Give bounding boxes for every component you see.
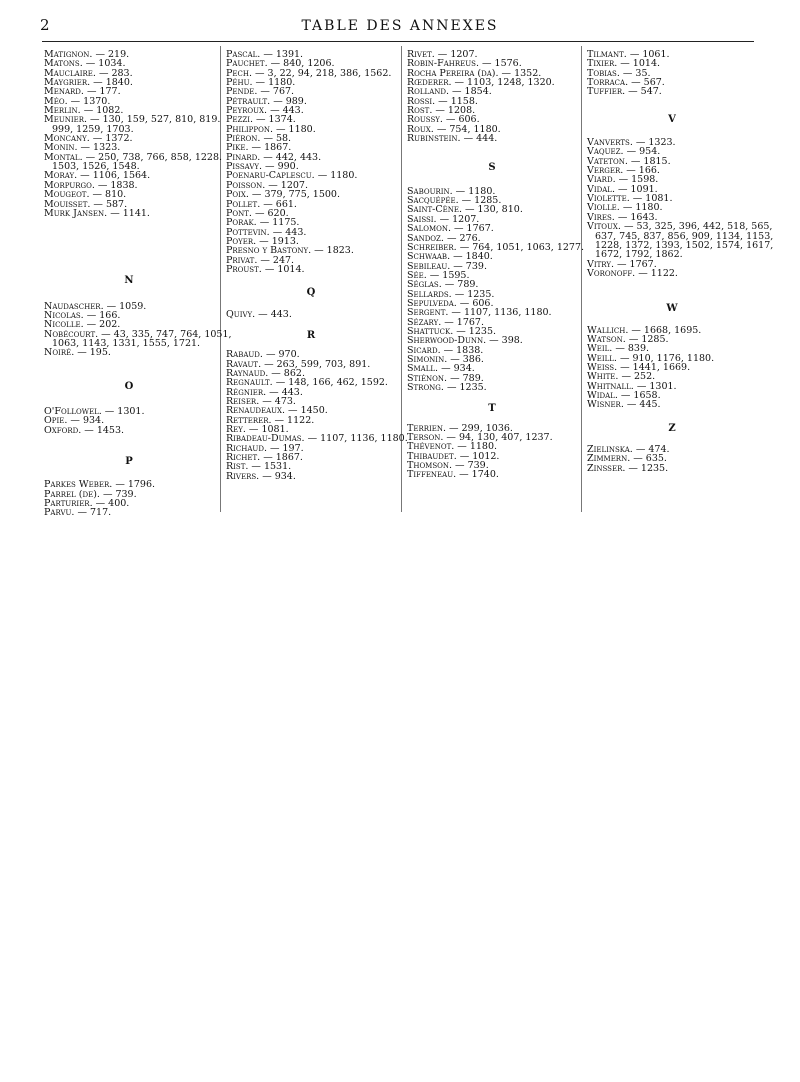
section-spacer bbox=[407, 143, 577, 163]
index-entry: Wallich. — 1668, 1695. bbox=[587, 324, 702, 336]
index-entry: Pissavy. — 990. bbox=[226, 161, 299, 173]
index-entry: Retterer. — 1122. bbox=[226, 414, 315, 426]
index-entry: Sandoz. — 276. bbox=[407, 232, 481, 244]
index-entry: Stiénon. — 789. bbox=[407, 372, 484, 384]
index-entry: Séglas. — 789. bbox=[407, 279, 479, 291]
index-entry: Regnault. — 148, 166, 462, 1592. bbox=[226, 377, 388, 389]
index-entry: Porak. — 1175. bbox=[226, 217, 300, 229]
index-entry: Mouisset. — 587. bbox=[44, 198, 128, 210]
section-letter: P bbox=[125, 455, 133, 467]
index-column-2 bbox=[226, 49, 408, 482]
index-entry: Vanverts. — 1323. bbox=[587, 137, 676, 149]
index-entry-continuation: 1503, 1526, 1548. bbox=[52, 161, 140, 173]
index-entry: Sherwood-Dunn. — 398. bbox=[407, 335, 523, 347]
index-entry: Sicard. — 1838. bbox=[407, 344, 484, 356]
index-entry: Vires. — 1643. bbox=[587, 211, 658, 223]
running-title: TABLE DES ANNEXES bbox=[301, 18, 499, 34]
index-entry-continuation: 1063, 1143, 1331, 1555, 1721. bbox=[52, 337, 201, 349]
index-entry: Moray. — 1106, 1564. bbox=[44, 170, 151, 182]
index-column-3 bbox=[407, 49, 585, 481]
section-letter: O bbox=[124, 380, 134, 392]
index-entry: Watson. — 1285. bbox=[587, 333, 669, 345]
index-entry: Pinard. — 442, 443. bbox=[226, 151, 322, 163]
section-spacer bbox=[587, 97, 757, 115]
index-entry: Quivy. — 443. bbox=[226, 308, 292, 320]
section-spacer bbox=[44, 218, 214, 276]
section-spacer bbox=[226, 274, 396, 288]
index-entry: Terson. — 94, 130, 407, 1237. bbox=[407, 432, 553, 444]
index-entry: Renaudeaux. — 1450. bbox=[226, 405, 328, 417]
index-entry-continuation: 999, 1259, 1703. bbox=[52, 123, 134, 135]
index-entry: Poix. — 379, 775, 1500. bbox=[226, 189, 340, 201]
index-entry: Saint-Cène. — 130, 810. bbox=[407, 204, 523, 216]
index-entry: Violle. — 1180. bbox=[587, 202, 663, 214]
index-entry: Morpurgo. — 1838. bbox=[44, 179, 138, 191]
index-entry: Zimmern. — 635. bbox=[587, 453, 667, 465]
index-entry: Privat. — 247. bbox=[226, 254, 295, 266]
index-entry: Sergent. — 1107, 1136, 1180. bbox=[407, 307, 552, 319]
index-entry: Vidal. — 1091. bbox=[587, 183, 658, 195]
section-letter: Q bbox=[306, 287, 316, 299]
index-entry: Nobécourt. — 43, 335, 747, 764, 1051, bbox=[44, 328, 232, 340]
index-entry: Torraca. — 567. bbox=[587, 77, 665, 89]
index-entry: Murk Jansen. — 1141. bbox=[44, 207, 150, 219]
index-entry: Rossi. — 1158. bbox=[407, 95, 478, 107]
index-entry: Sabourin. — 1180. bbox=[407, 185, 496, 197]
index-entry: Nicolas. — 166. bbox=[44, 309, 121, 321]
index-entry: Parturier. — 400. bbox=[44, 498, 130, 509]
index-entry: Raynaud. — 862. bbox=[226, 367, 305, 379]
index-entry: Poisson. — 1207. bbox=[226, 179, 308, 191]
index-entry: Rey. — 1081. bbox=[226, 424, 289, 436]
index-entry: Pétrault. — 989. bbox=[226, 95, 307, 107]
index-entry: Zielinska. — 474. bbox=[587, 444, 670, 455]
index-entry: Voronoff. — 1122. bbox=[587, 267, 678, 279]
index-entry: Reiser. — 473. bbox=[226, 396, 296, 407]
index-entry: Tilmant. — 1061. bbox=[587, 49, 670, 60]
index-entry: Widal. — 1658. bbox=[587, 389, 661, 401]
section-spacer bbox=[44, 286, 214, 302]
index-entry: Tixier. — 1014. bbox=[587, 58, 661, 70]
index-entry: Pottevin. — 443. bbox=[226, 226, 307, 238]
index-entry: Philippon. — 1180. bbox=[226, 123, 316, 135]
section-letter: W bbox=[666, 303, 678, 315]
section-spacer bbox=[44, 358, 214, 382]
index-entry-continuation: 637, 745, 837, 856, 909, 1134, 1153, bbox=[595, 230, 774, 242]
index-entry-continuation: 1228, 1372, 1393, 1502, 1574, 1617, bbox=[595, 239, 774, 251]
index-entry: Pende. — 767. bbox=[226, 86, 295, 98]
index-entry: Rabaud. — 970. bbox=[226, 349, 300, 361]
index-entry: Vateton. — 1815. bbox=[587, 155, 671, 167]
section-letter: T bbox=[488, 403, 496, 415]
index-entry: Sepulveda. — 606. bbox=[407, 297, 494, 309]
index-entry: O'Followel. — 1301. bbox=[44, 405, 145, 417]
index-entry: Robin-Fahreus. — 1576. bbox=[407, 58, 522, 70]
index-entry: Pollet. — 661. bbox=[226, 198, 297, 210]
section-spacer bbox=[587, 124, 757, 138]
index-entry: Nicolle. — 202. bbox=[44, 319, 121, 331]
index-entry: Parrel (de). — 739. bbox=[44, 488, 137, 500]
index-entry: Rubinstein. — 444. bbox=[407, 133, 498, 145]
index-entry: Rivers. — 934. bbox=[226, 470, 296, 482]
index-entry: Régnier. — 443. bbox=[226, 386, 303, 398]
index-entry: Weil. — 839. bbox=[587, 343, 650, 355]
index-entry: Pont. — 620. bbox=[226, 207, 289, 219]
index-entry: Richet. — 1867. bbox=[226, 452, 303, 464]
index-entry: Salomon. — 1767. bbox=[407, 223, 494, 235]
index-entry: Meunier. — 130, 159, 527, 810, 819. bbox=[44, 114, 221, 126]
index-entry: Pech. — 3, 22, 94, 218, 386, 1562. bbox=[226, 67, 392, 79]
index-column-4 bbox=[587, 49, 774, 474]
index-entry: Pezzi. — 1374. bbox=[226, 114, 296, 126]
section-spacer bbox=[44, 391, 214, 407]
section-letter: S bbox=[488, 162, 496, 174]
index-entry: Small. — 934. bbox=[407, 363, 475, 375]
index-entry: Violette. — 1081. bbox=[587, 193, 673, 205]
index-entry: Roux. — 754, 1180. bbox=[407, 123, 501, 135]
index-entry: Rivet. — 1207. bbox=[407, 49, 478, 60]
index-entry: Parvu. — 717. bbox=[44, 507, 112, 519]
index-entry: Vitoux. — 53, 325, 396, 442, 518, 565, bbox=[587, 221, 773, 233]
index-entry: Sézary. — 1767. bbox=[407, 316, 484, 328]
index-entry: Tiffeneau. — 1740. bbox=[407, 469, 499, 481]
index-entry: Weiss. — 1441, 1669. bbox=[587, 361, 691, 373]
index-entry: Roussy. — 606. bbox=[407, 114, 480, 126]
index-entry: Pascal. — 1391. bbox=[226, 49, 304, 60]
index-entry: Strong. — 1235. bbox=[407, 382, 487, 393]
index-entry: Pauchet. — 840, 1206. bbox=[226, 58, 335, 70]
index-entry: Rœderer. — 1103, 1248, 1320. bbox=[407, 77, 555, 89]
index-entry: Vaquez. — 954. bbox=[587, 146, 661, 158]
index-entry: Terrien. — 299, 1036. bbox=[407, 422, 513, 434]
index-entry: Shattuck. — 1235. bbox=[407, 325, 497, 337]
index-entry: Poyer. — 1913. bbox=[226, 235, 299, 247]
index-entry: Sebileau. — 739. bbox=[407, 260, 487, 272]
index-entry: Rist. — 1531. bbox=[226, 461, 292, 473]
index-entry: Matons. — 1034. bbox=[44, 58, 126, 70]
section-spacer bbox=[44, 435, 214, 457]
index-entry: Ravaut. — 263, 599, 703, 891. bbox=[226, 358, 371, 370]
index-entry: Tobias. — 35. bbox=[587, 67, 651, 79]
index-entry: Rocha Pereira (da). — 1352. bbox=[407, 67, 542, 79]
index-entry: Wisner. — 445. bbox=[587, 399, 661, 411]
index-entry: Menard. — 177. bbox=[44, 86, 121, 98]
index-entry: Maygrier. — 1840. bbox=[44, 77, 133, 89]
index-entry: Sellards. — 1235. bbox=[407, 288, 495, 300]
index-entry: Vitry. — 1767. bbox=[587, 258, 657, 270]
index-entry: White. — 252. bbox=[587, 371, 656, 383]
index-entry: Rost. — 1208. bbox=[407, 105, 476, 117]
index-entry: Méo. — 1370. bbox=[44, 95, 111, 107]
index-entry: Verger. — 166. bbox=[587, 165, 660, 177]
index-entry: Parkes Weber. — 1796. bbox=[44, 479, 156, 491]
index-entry: Simonin. — 386. bbox=[407, 353, 484, 365]
index-entry: Presno y Bastony. — 1823. bbox=[226, 245, 354, 257]
index-entry: Tuffier. — 547. bbox=[587, 86, 662, 98]
index-entry: Sée. — 1595. bbox=[407, 269, 470, 281]
index-entry: Oxford. — 1453. bbox=[44, 424, 125, 436]
index-entry-continuation: 1672, 1792, 1862. bbox=[595, 249, 683, 261]
section-spacer bbox=[587, 278, 757, 304]
index-entry: Thibaudet. — 1012. bbox=[407, 450, 500, 462]
section-spacer bbox=[407, 173, 577, 187]
index-entry: Opie. — 934. bbox=[44, 415, 105, 427]
page-number: 2 bbox=[40, 16, 50, 34]
index-column-1 bbox=[44, 49, 232, 519]
column-divider bbox=[581, 46, 582, 512]
index-entry: Saissi. — 1207. bbox=[407, 213, 480, 225]
index-entry: Mougeot. — 810. bbox=[44, 189, 127, 201]
section-letter: R bbox=[306, 329, 316, 341]
index-entry: Naudascher. — 1059. bbox=[44, 300, 147, 312]
section-letter: V bbox=[668, 113, 676, 125]
index-entry: Proust. — 1014. bbox=[226, 263, 305, 275]
index-entry: Weill. — 910, 1176, 1180. bbox=[587, 352, 715, 364]
index-entry: Thévenot. — 1180. bbox=[407, 441, 498, 453]
index-entry: Merlin. — 1082. bbox=[44, 105, 124, 117]
index-entry: Monin. — 1323. bbox=[44, 142, 121, 154]
index-entry: Rolland. — 1854. bbox=[407, 86, 492, 98]
index-entry: Piéron. — 58. bbox=[226, 133, 292, 145]
section-spacer bbox=[587, 410, 757, 424]
index-entry: Montal. — 250, 738, 766, 858, 1228. bbox=[44, 151, 223, 163]
index-entry: Schwaab. — 1840. bbox=[407, 251, 493, 263]
index-entry: Pike. — 1867. bbox=[226, 142, 292, 154]
index-entry: Zinsser. — 1235. bbox=[587, 462, 669, 474]
index-entry: Matignon. — 219. bbox=[44, 49, 130, 60]
header-rule bbox=[42, 41, 754, 42]
index-entry: Thomson. — 739. bbox=[407, 460, 489, 472]
section-letter: Z bbox=[668, 422, 676, 434]
section-letter: N bbox=[124, 275, 134, 287]
index-entry: Moncany. — 1372. bbox=[44, 133, 133, 145]
index-entry: Poenaru-Caplescu. — 1180. bbox=[226, 170, 358, 182]
section-spacer bbox=[44, 466, 214, 480]
index-entry: Schreiber. — 764, 1051, 1063, 1277. bbox=[407, 241, 585, 253]
index-entry: Richaud. — 197. bbox=[226, 442, 304, 454]
index-entry: Peyroux. — 443. bbox=[226, 105, 304, 117]
index-entry: Viard. — 1598. bbox=[587, 174, 659, 186]
index-entry: Noiré. — 195. bbox=[44, 347, 111, 359]
index-entry: Mauclaire. — 283. bbox=[44, 67, 133, 79]
index-entry: Sacquépée. — 1285. bbox=[407, 195, 502, 207]
index-entry: Whitnall. — 1301. bbox=[587, 380, 677, 392]
index-entry: Péhu. — 1180. bbox=[226, 77, 296, 89]
index-entry: Ribadeau-Dumas. — 1107, 1136, 1180. bbox=[226, 433, 408, 445]
